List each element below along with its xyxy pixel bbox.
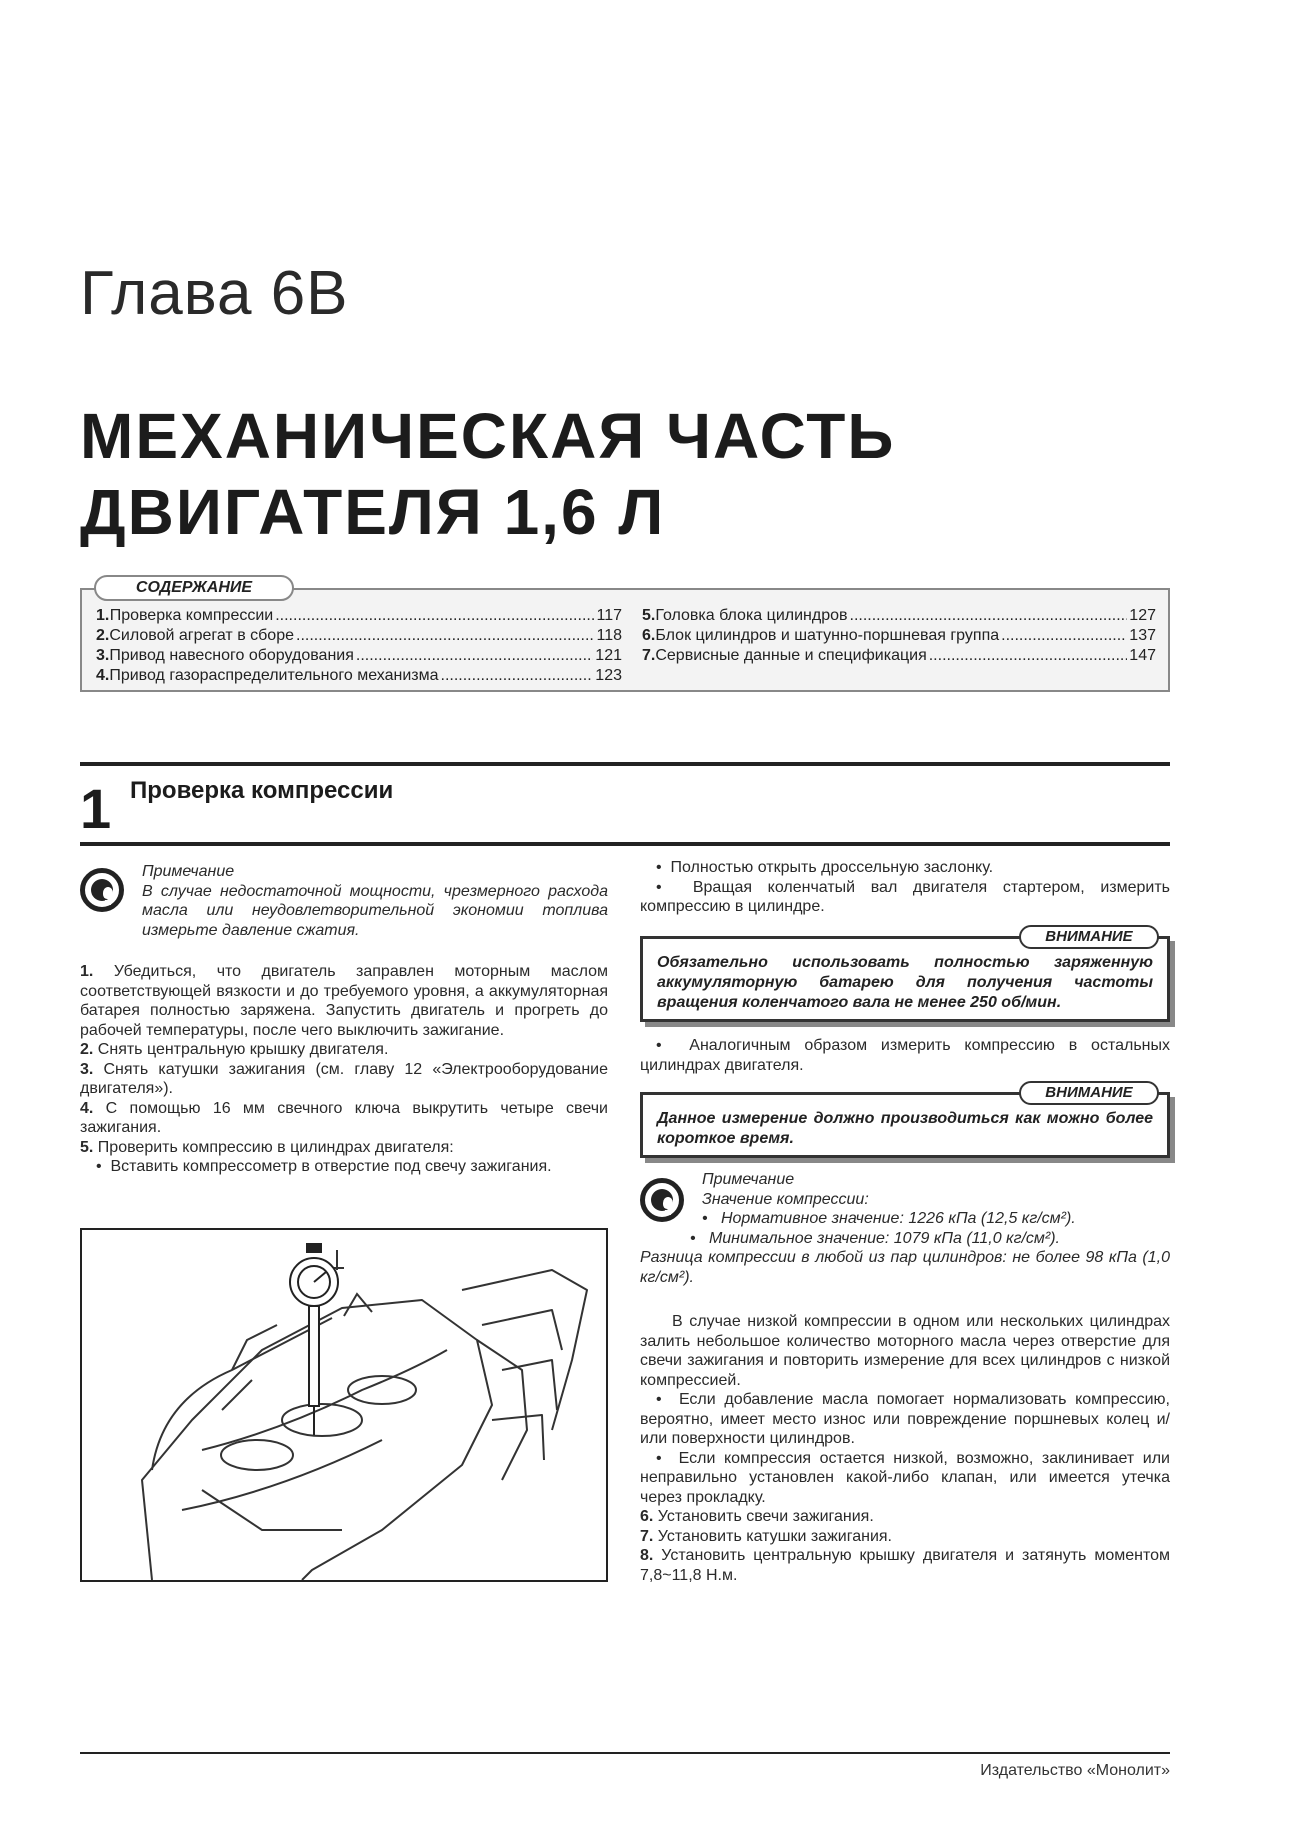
chapter-title xyxy=(80,398,895,550)
toc-entry-page: 147 xyxy=(1129,647,1156,664)
left-steps xyxy=(80,962,608,1177)
note-2-item: • Минимальное значение: 1079 кПа (11,0 кг/см²). xyxy=(690,1229,1060,1247)
section-bottom-rule xyxy=(80,842,1170,846)
note-2-item: • Нормативное значение: 1226 кПа (12,5 кг/см²). xyxy=(702,1210,1076,1227)
warning-1-text: Обязательно использовать полностью заряженную аккумуляторную батарею для получения частоты вращения коленчатого вала не менее 250 об/мин. xyxy=(657,954,1153,1011)
toc-entry-text: Блок цилиндров и шатунно-поршневая группа xyxy=(655,627,1000,644)
step-5: 5. Проверить компрессию в цилиндрах двигателя: xyxy=(80,1138,454,1156)
toc-entry-text: Сервисные данные и спецификация xyxy=(655,647,927,664)
toc-entry-text: Привод навесного оборудования xyxy=(109,647,354,664)
engine-compression-illustration xyxy=(80,1228,608,1582)
toc-entry[interactable] xyxy=(96,606,622,626)
right-body xyxy=(640,1312,1170,1585)
section-number: 1 xyxy=(80,777,112,840)
step-6: 6. Установить свечи зажигания. xyxy=(640,1508,874,1525)
table-of-contents xyxy=(80,579,1170,692)
toc-entry[interactable] xyxy=(96,626,622,646)
toc-entry[interactable] xyxy=(642,646,1156,666)
note-2-tail: Разница компрессии в любой из пар цилиндров: не более 98 кПа (1,0 кг/см²). xyxy=(640,1249,1170,1286)
note-2 xyxy=(640,1170,1170,1287)
right-bullets-top xyxy=(640,858,1170,917)
toc-entry-num: 7. xyxy=(642,647,656,664)
section-top-rule xyxy=(80,762,1170,766)
toc-entry-text: Головка блока цилиндров xyxy=(655,607,848,624)
lightbulb-icon xyxy=(80,868,124,912)
warning-2-label: ВНИМАНИЕ xyxy=(1019,1081,1159,1105)
toc-entry-page: 118 xyxy=(596,627,622,644)
toc-entry-num: 6. xyxy=(642,627,656,644)
bullet-measure: • Вращая коленчатый вал двигателя стартером, измерить компрессию в цилиндре. xyxy=(640,878,1170,915)
toc-entry-text: Проверка компрессии xyxy=(109,607,274,624)
toc-entry-num: 5. xyxy=(642,607,656,624)
toc-entry[interactable] xyxy=(642,606,1156,626)
warning-1-label: ВНИМАНИЕ xyxy=(1019,925,1159,949)
toc-entry-page: 127 xyxy=(1129,607,1156,624)
step-5-bullet: • Вставить компрессометр в отверстие под свечу зажигания. xyxy=(96,1158,552,1175)
toc-left-column xyxy=(96,606,622,686)
step-8: 8. Установить центральную крышку двигателя и затянуть моментом 7,8~11,8 Н.м. xyxy=(640,1547,1170,1584)
warning-box-1 xyxy=(640,928,1170,1022)
warning-2-text: Данное измерение должно производиться как можно более короткое время. xyxy=(657,1110,1153,1147)
right-bullet-mid: • Аналогичным образом измерить компрессию в остальных цилиндрах двигателя. xyxy=(640,1037,1171,1074)
note-2-subheading: Значение компрессии: xyxy=(702,1190,869,1208)
warning-box-2 xyxy=(640,1084,1170,1158)
step-7: 7. Установить катушки зажигания. xyxy=(640,1527,892,1545)
toc-entry-text: Привод газораспределительного механизма xyxy=(109,667,439,684)
chapter-title-line2: ДВИГАТЕЛЯ 1,6 Л xyxy=(80,476,666,548)
toc-label: СОДЕРЖАНИЕ xyxy=(94,575,294,601)
chapter-title-line1: МЕХАНИЧЕСКАЯ ЧАСТЬ xyxy=(80,400,896,472)
toc-right-column xyxy=(642,606,1156,666)
bullet-oil-helps: • Если добавление масла помогает нормализовать компрессию, вероятно, имеет место износ или повреждение поршневых колец и/или поверхности цилиндров. xyxy=(640,1391,1170,1447)
toc-entry-num: 4. xyxy=(96,667,110,684)
step-2: 2. Снять центральную крышку двигателя. xyxy=(80,1041,389,1058)
toc-entry-num: 3. xyxy=(96,647,110,664)
publisher-footer: Издательство «Монолит» xyxy=(980,1762,1170,1779)
note-2-heading: Примечание xyxy=(702,1171,795,1188)
toc-entry-num: 2. xyxy=(96,627,110,644)
footer-rule xyxy=(80,1752,1170,1754)
step-3: 3. Снять катушки зажигания (см. главу 12 «Электрооборудование двигателя»). xyxy=(80,1060,608,1097)
toc-entry[interactable] xyxy=(96,646,622,666)
low-compression-paragraph: В случае низкой компрессии в одном или нескольких цилиндрах залить небольшое количество моторного масла через отверстие для свечи зажигания и повторить измерение для всех цилиндров с низкой компрессией. xyxy=(640,1313,1170,1389)
section-title: Проверка компрессии xyxy=(130,777,394,804)
bullet-open-throttle: • Полностью открыть дроссельную заслонку. xyxy=(656,859,994,876)
toc-entry-page: 117 xyxy=(596,607,622,624)
chapter-label: Глава 6В xyxy=(80,259,349,328)
note-1-heading: Примечание xyxy=(142,863,235,880)
toc-entry-page: 123 xyxy=(595,667,622,684)
note-1-text: В случае недостаточной мощности, чрезмерного расхода масла или неудовлетворительной экономии топлива измерьте давление сжатия. xyxy=(142,882,608,939)
toc-entry-page: 121 xyxy=(595,647,622,664)
toc-entry-text: Силовой агрегат в сборе xyxy=(109,627,294,644)
toc-entry[interactable] xyxy=(642,626,1156,646)
step-4: 4. С помощью 16 мм свечного ключа выкрутить четыре свечи зажигания. xyxy=(80,1099,608,1136)
toc-entry-num: 1. xyxy=(96,607,110,624)
note-1 xyxy=(142,862,608,940)
bullet-still-low: • Если компрессия остается низкой, возможно, заклинивает или неправильно установлен какой-либо клапан, или имеется утечка через прокладку. xyxy=(640,1449,1170,1506)
step-1: 1. Убедиться, что двигатель заправлен моторным маслом соответствующей вязкости и до требуемого уровня, а аккумуляторная батарея полностью заряжена. Запустить двигатель и прогреть до рабочей температуры, после чего выключить зажигание. xyxy=(80,963,609,1039)
toc-entry[interactable] xyxy=(96,666,622,686)
toc-entry-page: 137 xyxy=(1129,627,1156,644)
engine-drawing xyxy=(82,1230,606,1580)
